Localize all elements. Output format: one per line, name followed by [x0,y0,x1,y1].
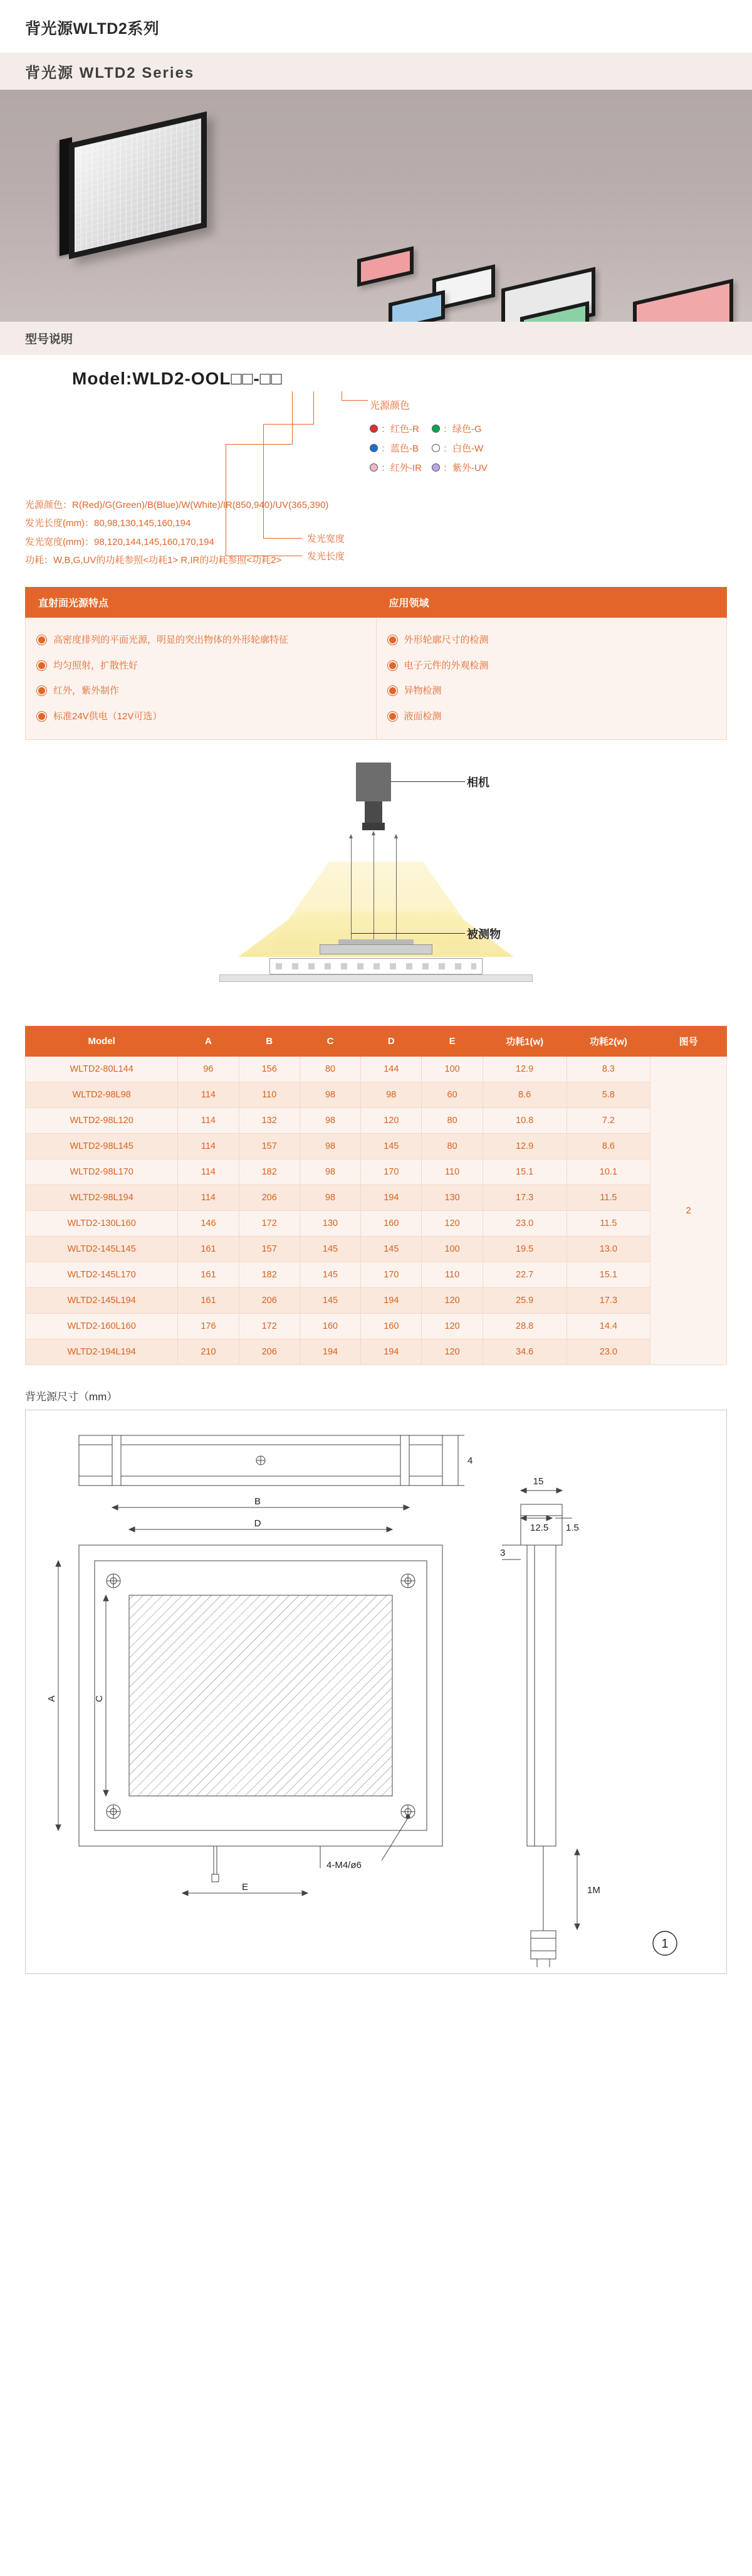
table-row [26,1134,727,1159]
cell-e: 120 [422,1211,483,1237]
cell-power2: 23.0 [567,1339,650,1365]
cell-d: 160 [361,1211,422,1237]
feature-item: 标准24V供电（12V可选） [38,704,363,730]
cell-d: 170 [361,1262,422,1288]
product-variant-blue-small [389,290,445,322]
color-legend-title: 光源颜色 [370,401,410,411]
cell-b: 172 [239,1314,300,1339]
col-e: E [422,1027,483,1057]
col-figure: 图号 [650,1027,727,1057]
cell-power1: 15.1 [483,1159,567,1185]
cell-power2: 15.1 [567,1262,650,1288]
col-c: C [300,1027,360,1057]
light-ray [396,838,397,944]
feature-item: 高密度排列的平面光源，明显的突出物体的外形轮廓特征 [38,628,363,653]
table-header-row [26,1027,727,1057]
cell-model: WLTD2-98L120 [26,1108,178,1134]
cell-power2: 7.2 [567,1108,650,1134]
col-d: D [361,1027,422,1057]
cell-e: 120 [422,1314,483,1339]
dot-uv-icon [432,463,440,472]
page-title: 背光源WLTD2系列 [25,20,160,38]
cell-c: 145 [300,1288,360,1314]
callout-emit-width: 发光宽度 [307,534,345,544]
leader-line-length-v [292,391,293,444]
dot-white-icon [432,444,440,452]
dim-label-1-5: 1.5 [566,1523,579,1533]
cell-a: 161 [178,1288,239,1314]
cell-model: WLTD2-98L98 [26,1082,178,1108]
cell-power2: 5.8 [567,1082,650,1108]
cell-power1: 19.5 [483,1237,567,1262]
cell-power1: 28.8 [483,1314,567,1339]
model-code: Model:WLD2-OOL□□-□□ [72,369,283,388]
camera-label: 相机 [467,776,489,789]
spec-note-width: 发光宽度(mm)：98,120,144,145,160,170,194 [25,536,214,547]
cell-power1: 12.9 [483,1134,567,1159]
base-plate [219,974,533,982]
dim-label-b: B [254,1496,261,1507]
cell-e: 60 [422,1082,483,1108]
cell-a: 114 [178,1134,239,1159]
cell-model: WLTD2-98L194 [26,1185,178,1211]
cell-a: 114 [178,1082,239,1108]
cell-c: 98 [300,1159,360,1185]
camera-lens [365,801,382,823]
product-variant-red-large [633,279,733,322]
cell-model: WLTD2-145L194 [26,1288,178,1314]
cell-a: 96 [178,1057,239,1082]
cell-model: WLTD2-160L160 [26,1314,178,1339]
dimension-section-title: 背光源尺寸（mm） [25,1391,118,1403]
legend-item-ir: ：红外-IR [370,458,432,477]
light-ray [373,835,374,944]
features-cell-left [26,618,377,740]
dim-label-1m: 1M [587,1885,600,1896]
object-leader-line [351,933,465,934]
leader-line-width-v [313,391,314,424]
dot-blue-icon [370,444,378,452]
cell-model: WLTD2-98L170 [26,1159,178,1185]
cell-power1: 23.0 [483,1211,567,1237]
dim-label-c: C [94,1695,105,1702]
dim-label-d: D [254,1518,261,1529]
application-item: 电子元件的外观检测 [389,653,714,679]
leader-line-width-h1 [263,424,314,425]
dim-label-e: E [241,1882,249,1892]
cell-c: 98 [300,1082,360,1108]
cell-model: WLTD2-145L145 [26,1237,178,1262]
cell-model: WLTD2-98L145 [26,1134,178,1159]
cell-d: 145 [361,1134,422,1159]
series-subtitle: 背光源 WLTD2 Series [0,53,752,90]
table-row [26,1211,727,1237]
product-variant-red-small [357,246,414,287]
cell-d: 194 [361,1339,422,1365]
cell-e: 120 [422,1339,483,1365]
color-legend [370,398,498,477]
col-power1: 功耗1(w) [483,1027,567,1057]
cell-d: 98 [361,1082,422,1108]
light-ray [351,838,352,944]
cell-a: 176 [178,1314,239,1339]
cell-d: 120 [361,1108,422,1134]
cell-power2: 13.0 [567,1237,650,1262]
application-item: 液面检测 [389,704,714,730]
cell-e: 80 [422,1134,483,1159]
dot-red-icon [370,425,378,433]
legend-item-white: ：白色-W [432,438,498,458]
cell-b: 157 [239,1237,300,1262]
cell-a: 161 [178,1237,239,1262]
cell-power1: 12.9 [483,1057,567,1082]
specification-table [25,1026,727,1365]
application-item: 异物检测 [389,678,714,704]
feature-item: 红外，紫外制作 [38,678,363,704]
spec-note-length: 发光长度(mm)：80,98,130,145,160,194 [25,518,191,529]
cell-b: 157 [239,1134,300,1159]
cell-e: 130 [422,1185,483,1211]
cell-a: 146 [178,1211,239,1237]
cell-d: 144 [361,1057,422,1082]
cell-power2: 11.5 [567,1211,650,1237]
dot-green-icon [432,425,440,433]
cell-b: 156 [239,1057,300,1082]
main-backlight-panel [69,112,207,260]
cell-b: 206 [239,1288,300,1314]
legend-item-blue: ：蓝色-B [370,438,432,458]
product-photo [0,90,752,322]
dim-label-15: 15 [533,1476,544,1487]
cell-b: 110 [239,1082,300,1108]
cell-c: 130 [300,1211,360,1237]
cell-c: 194 [300,1339,360,1365]
hole-callout: 4-M4/ø6 [326,1860,362,1871]
application-item: 外形轮廓尺寸的检测 [389,628,714,653]
cell-d: 194 [361,1288,422,1314]
table-row [26,1057,727,1082]
dot-ir-icon [370,463,378,472]
cell-a: 210 [178,1339,239,1365]
table-row [26,1108,727,1134]
cell-d: 160 [361,1314,422,1339]
dim-label-12-5: 12.5 [530,1523,549,1533]
dim-label-a: A [46,1695,57,1702]
features-cell-right [376,618,727,740]
cell-e: 110 [422,1262,483,1288]
cell-b: 206 [239,1339,300,1365]
camera-mount [362,823,385,830]
cell-c: 160 [300,1314,360,1339]
cell-d: 194 [361,1185,422,1211]
lighting-principle-diagram [0,756,752,1026]
led-array [276,963,476,969]
dim-label-3: 3 [500,1548,506,1558]
features-header-left: 直射面光源特点 [26,588,377,618]
dim-label-4: 4 [467,1455,473,1466]
cell-b: 182 [239,1159,300,1185]
cell-power1: 25.9 [483,1288,567,1314]
cell-model: WLTD2-80L144 [26,1057,178,1082]
legend-item-green: ：绿色-G [432,419,498,438]
features-header-right: 应用领域 [376,588,727,618]
cell-power2: 17.3 [567,1288,650,1314]
cell-power2: 10.1 [567,1159,650,1185]
dimension-svg [26,1410,728,1975]
spec-notes [25,496,328,569]
col-model: Model [26,1027,178,1057]
leader-line-color-h [342,400,368,401]
table-row [26,1185,727,1211]
table-row [26,1159,727,1185]
cell-d: 170 [361,1159,422,1185]
legend-item-red: ：红色-R [370,419,432,438]
cell-power1: 10.8 [483,1108,567,1134]
cell-power2: 11.5 [567,1185,650,1211]
model-code-diagram [0,355,752,581]
leader-line-length-h1 [226,444,293,445]
camera-leader-line [391,781,465,782]
cell-e: 80 [422,1108,483,1134]
spec-note-color: 光源颜色：R(Red)/G(Green)/B(Blue)/W(White)/IR(850,940)/UV(365,390) [25,500,329,510]
cell-power1: 22.7 [483,1262,567,1288]
table-row [26,1237,727,1262]
cell-power1: 34.6 [483,1339,567,1365]
cell-b: 182 [239,1262,300,1288]
cell-power2: 8.3 [567,1057,650,1082]
cell-d: 145 [361,1237,422,1262]
cell-power2: 8.6 [567,1134,650,1159]
cell-e: 100 [422,1237,483,1262]
cell-a: 161 [178,1262,239,1288]
cell-e: 100 [422,1057,483,1082]
cell-a: 114 [178,1185,239,1211]
cell-b: 172 [239,1211,300,1237]
spec-note-power: 功耗：W,B,G,UV的功耗参照<功耗1> R,IR的功耗参照<功耗2> [25,554,282,566]
object-label: 被测物 [467,928,501,941]
callout-emit-length: 发光长度 [307,551,345,562]
cell-c: 145 [300,1262,360,1288]
col-b: B [239,1027,300,1057]
legend-item-uv: ：紫外-UV [432,458,498,477]
cell-c: 80 [300,1057,360,1082]
table-row [26,1082,727,1108]
cell-c: 98 [300,1185,360,1211]
table-row [26,1314,727,1339]
cell-c: 145 [300,1237,360,1262]
figure-number: 1 [661,1937,669,1951]
feature-item: 均匀照射，扩散性好 [38,653,363,679]
section-model-description: 型号说明 [0,322,752,355]
cell-e: 120 [422,1288,483,1314]
table-row [26,1339,727,1365]
cell-power1: 8.6 [483,1082,567,1108]
cell-c: 98 [300,1108,360,1134]
col-a: A [178,1027,239,1057]
cell-b: 132 [239,1108,300,1134]
table-row [26,1262,727,1288]
cell-a: 114 [178,1108,239,1134]
cell-power1: 17.3 [483,1185,567,1211]
cell-e: 110 [422,1159,483,1185]
dimension-drawing [25,1410,727,1974]
cell-a: 114 [178,1159,239,1185]
cell-figure: 2 [650,1057,727,1365]
cell-model: WLTD2-145L170 [26,1262,178,1288]
table-row [26,1288,727,1314]
cell-c: 98 [300,1134,360,1159]
cell-model: WLTD2-194L194 [26,1339,178,1365]
col-power2: 功耗2(w) [567,1027,650,1057]
cell-power2: 14.4 [567,1314,650,1339]
cell-model: WLTD2-130L160 [26,1211,178,1237]
cell-b: 206 [239,1185,300,1211]
camera-body [356,763,391,801]
object-under-test [320,944,432,954]
features-table [25,587,727,740]
